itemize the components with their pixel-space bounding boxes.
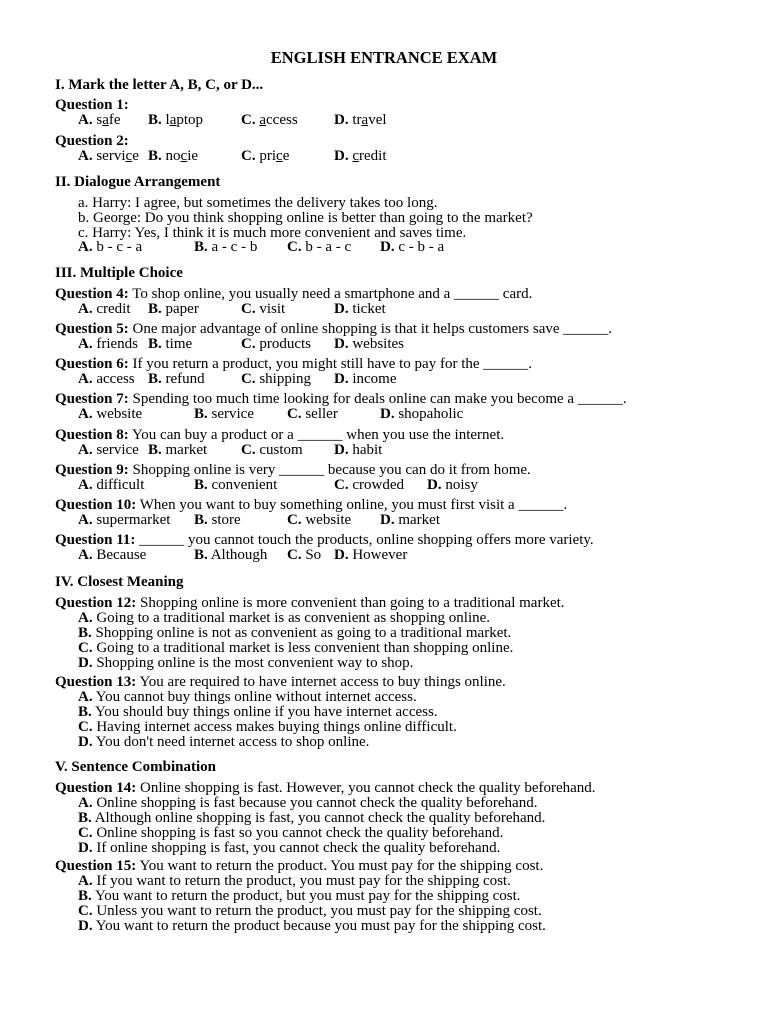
option-letter: B.: [194, 512, 208, 528]
option-c: [78, 826, 503, 841]
option-text: ticket: [352, 301, 386, 317]
question-stem: [55, 859, 543, 874]
dialogue-options: [0, 240, 768, 256]
option-text: custom: [259, 442, 303, 458]
question-text: Online shopping is fast. However, you cannot check the quality beforehand.: [140, 780, 596, 796]
option-letter: C.: [78, 640, 93, 656]
option-text: credit: [96, 301, 131, 317]
option-letter: A.: [78, 406, 93, 422]
option-text: friends: [96, 336, 138, 352]
section-heading-multiple-choice: III. Multiple Choice: [55, 265, 183, 281]
option-letter: A.: [78, 795, 93, 811]
option-text: Unless you want to return the product, you must pay for the shipping cost.: [96, 903, 542, 919]
question-text: Spending too much time looking for deals online can make you become a ______.: [132, 391, 627, 407]
option-c: [287, 548, 321, 563]
question-label: Question 11:: [55, 532, 136, 548]
option-text: refund: [165, 371, 205, 387]
option-letter: B.: [148, 301, 162, 317]
option-b: [78, 626, 511, 641]
option-text: convenient: [211, 477, 278, 493]
option-text: Shopping online is not as convenient as going to a traditional market.: [95, 625, 512, 641]
option-b: B. a - c - b: [194, 239, 258, 255]
option-letter: C.: [241, 336, 256, 352]
question-text: When you want to buy something online, you must first visit a ______.: [139, 497, 568, 513]
question-stem: [55, 498, 567, 513]
option-letter: A.: [78, 547, 93, 563]
option-text: shipping: [259, 371, 312, 387]
question-label: Question 2:: [55, 133, 129, 149]
option-text: If online shopping is fast, you cannot check the quality beforehand.: [96, 840, 501, 856]
option-c: [78, 904, 542, 919]
option-letter: C.: [78, 719, 93, 735]
option-text: You cannot buy things online without internet access.: [95, 689, 417, 705]
option-b: [148, 302, 199, 317]
question-stem: [55, 392, 627, 407]
option-a: [78, 443, 139, 458]
options-row: [0, 443, 768, 459]
option-c: [287, 407, 338, 422]
option-d: [334, 372, 397, 387]
option-d: [380, 407, 463, 422]
option-text: websites: [352, 336, 405, 352]
option-text: service: [96, 442, 139, 458]
question-label: Question 5:: [55, 321, 129, 337]
question-stem: [55, 596, 565, 611]
question-text: Shopping online is more convenient than going to a traditional market.: [140, 595, 565, 611]
option-a: [78, 478, 144, 493]
option-text: Going to a traditional market is as convenient as shopping online.: [96, 610, 491, 626]
question-label: Question 13:: [55, 674, 137, 690]
question-stem: [55, 675, 506, 690]
option-a: [78, 407, 142, 422]
option-letter: D.: [334, 442, 349, 458]
option-text: Although online shopping is fast, you cannot check the quality beforehand.: [94, 810, 546, 826]
option-d: D. c - b - a: [380, 239, 445, 255]
option-d: [78, 919, 546, 934]
option-letter: A.: [78, 512, 93, 528]
question-label: Question 12:: [55, 595, 137, 611]
options-row: [0, 337, 768, 353]
option-letter: D.: [427, 477, 442, 493]
option-d: [334, 337, 404, 352]
option-letter: B.: [148, 336, 162, 352]
option-letter: B.: [194, 547, 208, 563]
exam-title: ENGLISH ENTRANCE EXAM: [270, 48, 498, 67]
option-letter: A.: [78, 873, 93, 889]
option-letter: C.: [287, 512, 302, 528]
option-letter: C.: [78, 903, 93, 919]
question-stem: [55, 781, 596, 796]
option-text: income: [352, 371, 397, 387]
option-b: [78, 705, 438, 720]
option-d: [334, 548, 407, 563]
question-text: You are required to have internet access to buy things online.: [139, 674, 506, 690]
question-label: Question 6:: [55, 356, 129, 372]
option-d: [78, 841, 500, 856]
option-a: A. safe: [78, 112, 121, 128]
option-c: [78, 641, 513, 656]
section-heading-dialogue: II. Dialogue Arrangement: [55, 174, 221, 190]
option-letter: D.: [334, 336, 349, 352]
option-letter: D.: [78, 840, 93, 856]
option-c: C. access: [241, 112, 298, 128]
option-letter: A.: [78, 442, 93, 458]
option-text: supermarket: [96, 512, 171, 528]
option-letter: C.: [241, 371, 256, 387]
option-a: [78, 372, 135, 387]
question-stem: [55, 357, 532, 372]
option-b: B. laptop: [148, 112, 204, 128]
option-text: You should buy things online if you have internet access.: [94, 704, 438, 720]
option-text: Online shopping is fast so you cannot check the quality beforehand.: [96, 825, 504, 841]
question-text: To shop online, you usually need a smartphone and a ______ card.: [132, 286, 533, 302]
question-label: Question 10:: [55, 497, 137, 513]
option-text: access: [96, 371, 135, 387]
question-label: Question 7:: [55, 391, 129, 407]
option-a: A. b - c - a: [78, 239, 143, 255]
option-letter: B.: [194, 477, 208, 493]
option-b: [194, 407, 254, 422]
option-letter: B.: [78, 704, 92, 720]
option-letter: D.: [78, 918, 93, 934]
option-d: [427, 478, 478, 493]
option-c: [334, 478, 404, 493]
section-heading-sentence-combination: V. Sentence Combination: [55, 759, 216, 775]
option-letter: D.: [334, 301, 349, 317]
question-text: You want to return the product. You must pay for the shipping cost.: [139, 858, 544, 874]
option-text: service: [211, 406, 254, 422]
option-b: [148, 337, 192, 352]
option-text: paper: [165, 301, 199, 317]
option-letter: A.: [78, 301, 93, 317]
option-letter: D.: [380, 512, 395, 528]
question-label: Question 4:: [55, 286, 129, 302]
option-text: Shopping online is the most convenient way to shop.: [96, 655, 414, 671]
option-letter: A.: [78, 610, 93, 626]
option-letter: B.: [78, 888, 92, 904]
option-b: [194, 478, 277, 493]
section-heading-closest-meaning: IV. Closest Meaning: [55, 574, 184, 590]
option-letter: D.: [78, 655, 93, 671]
question-stem: [55, 463, 531, 478]
question-text: ______ you cannot touch the products, online shopping offers more variety.: [139, 532, 594, 548]
options-row: [0, 513, 768, 529]
option-letter: D.: [380, 406, 395, 422]
option-b: [194, 513, 241, 528]
option-a: A. service: [78, 148, 139, 164]
option-d: [334, 302, 386, 317]
question-text: If you return a product, you might still have to pay for the ______.: [132, 356, 533, 372]
options-row: [0, 548, 768, 564]
option-b: [78, 811, 545, 826]
options-row: [0, 407, 768, 423]
option-text: market: [165, 442, 208, 458]
option-c: [287, 513, 351, 528]
option-letter: C.: [334, 477, 349, 493]
option-text: habit: [352, 442, 383, 458]
option-b: B. nocie: [148, 148, 199, 164]
option-text: You don't need internet access to shop online.: [95, 734, 370, 750]
option-text: However: [352, 547, 408, 563]
option-text: crowded: [352, 477, 404, 493]
question-text: Shopping online is very ______ because you can do it from home.: [132, 462, 531, 478]
option-a: [78, 796, 537, 811]
question-label: Question 14:: [55, 780, 137, 796]
option-text: seller: [305, 406, 338, 422]
dialogue-line: b. George: Do you think shopping online is better than going to the market?: [78, 210, 533, 226]
option-text: If you want to return the product, you must pay for the shipping cost.: [96, 873, 511, 889]
option-letter: A.: [78, 371, 93, 387]
option-text: Because: [96, 547, 147, 563]
option-text: store: [211, 512, 241, 528]
option-a: [78, 337, 138, 352]
option-letter: C.: [78, 825, 93, 841]
option-text: You want to return the product, but you must pay for the shipping cost.: [94, 888, 521, 904]
option-text: website: [96, 406, 143, 422]
option-letter: B.: [148, 371, 162, 387]
option-letter: A.: [78, 477, 93, 493]
option-text: Online shopping is fast because you cannot check the quality beforehand.: [96, 795, 538, 811]
option-d: [78, 656, 413, 671]
option-letter: C.: [287, 547, 302, 563]
option-letter: D.: [78, 734, 93, 750]
option-b: [148, 443, 207, 458]
options-row: [0, 302, 768, 318]
option-text: noisy: [445, 477, 478, 493]
option-c: C. b - a - c: [287, 239, 352, 255]
option-a: [78, 690, 417, 705]
option-text: market: [398, 512, 440, 528]
option-d: D. credit: [334, 148, 387, 164]
option-text: Although: [210, 547, 268, 563]
option-b: [148, 372, 205, 387]
option-a: [78, 611, 490, 626]
question-stem: [55, 322, 612, 337]
question-stem: [55, 533, 594, 548]
option-text: Going to a traditional market is less convenient than shopping online.: [96, 640, 514, 656]
option-d: D. travel: [334, 112, 387, 128]
option-letter: A.: [78, 336, 93, 352]
section-heading-phonetics: I. Mark the letter A, B, C, or D...: [55, 77, 264, 93]
option-text: time: [165, 336, 193, 352]
option-text: products: [259, 336, 312, 352]
option-a: [78, 548, 146, 563]
option-text: shopaholic: [398, 406, 464, 422]
option-text: visit: [259, 301, 286, 317]
option-letter: C.: [241, 301, 256, 317]
question-label: Question 9:: [55, 462, 129, 478]
option-a: [78, 302, 131, 317]
option-letter: D.: [334, 547, 349, 563]
option-c: [241, 337, 311, 352]
option-letter: C.: [287, 406, 302, 422]
options-row: [0, 372, 768, 388]
option-d: [334, 443, 382, 458]
question-text: You can buy a product or a ______ when you use the internet.: [131, 427, 505, 443]
question-stem: [55, 287, 532, 302]
option-c: [78, 720, 457, 735]
option-letter: C.: [241, 442, 256, 458]
option-d: [78, 735, 369, 750]
question-stem: [55, 428, 504, 443]
question-label: Question 1:: [55, 97, 129, 113]
option-text: You want to return the product because you must pay for the shipping cost.: [95, 918, 546, 934]
option-c: C. price: [241, 148, 290, 164]
question-text: One major advantage of online shopping is that it helps customers save ______.: [132, 321, 613, 337]
option-text: difficult: [96, 477, 145, 493]
option-b: [78, 889, 520, 904]
question-1-options: [0, 113, 768, 129]
option-text: Having internet access makes buying things online difficult.: [96, 719, 457, 735]
option-b: [194, 548, 267, 563]
options-row: [0, 478, 768, 494]
option-a: [78, 513, 170, 528]
question-2-options: [0, 149, 768, 165]
option-c: [241, 372, 311, 387]
option-c: [241, 443, 303, 458]
option-a: [78, 874, 511, 889]
option-letter: B.: [78, 625, 92, 641]
option-letter: B.: [78, 810, 92, 826]
option-letter: B.: [194, 406, 208, 422]
question-label: Question 15:: [55, 858, 137, 874]
option-c: [241, 302, 285, 317]
option-d: [380, 513, 440, 528]
option-letter: A.: [78, 689, 93, 705]
dialogue-line: c. Harry: Yes, I think it is much more convenient and saves time.: [78, 225, 467, 241]
dialogue-line: a. Harry: I agree, but sometimes the delivery takes too long.: [78, 195, 438, 211]
option-text: website: [305, 512, 352, 528]
option-letter: D.: [334, 371, 349, 387]
option-text: So: [305, 547, 322, 563]
question-label: Question 8:: [55, 427, 129, 443]
option-letter: B.: [148, 442, 162, 458]
